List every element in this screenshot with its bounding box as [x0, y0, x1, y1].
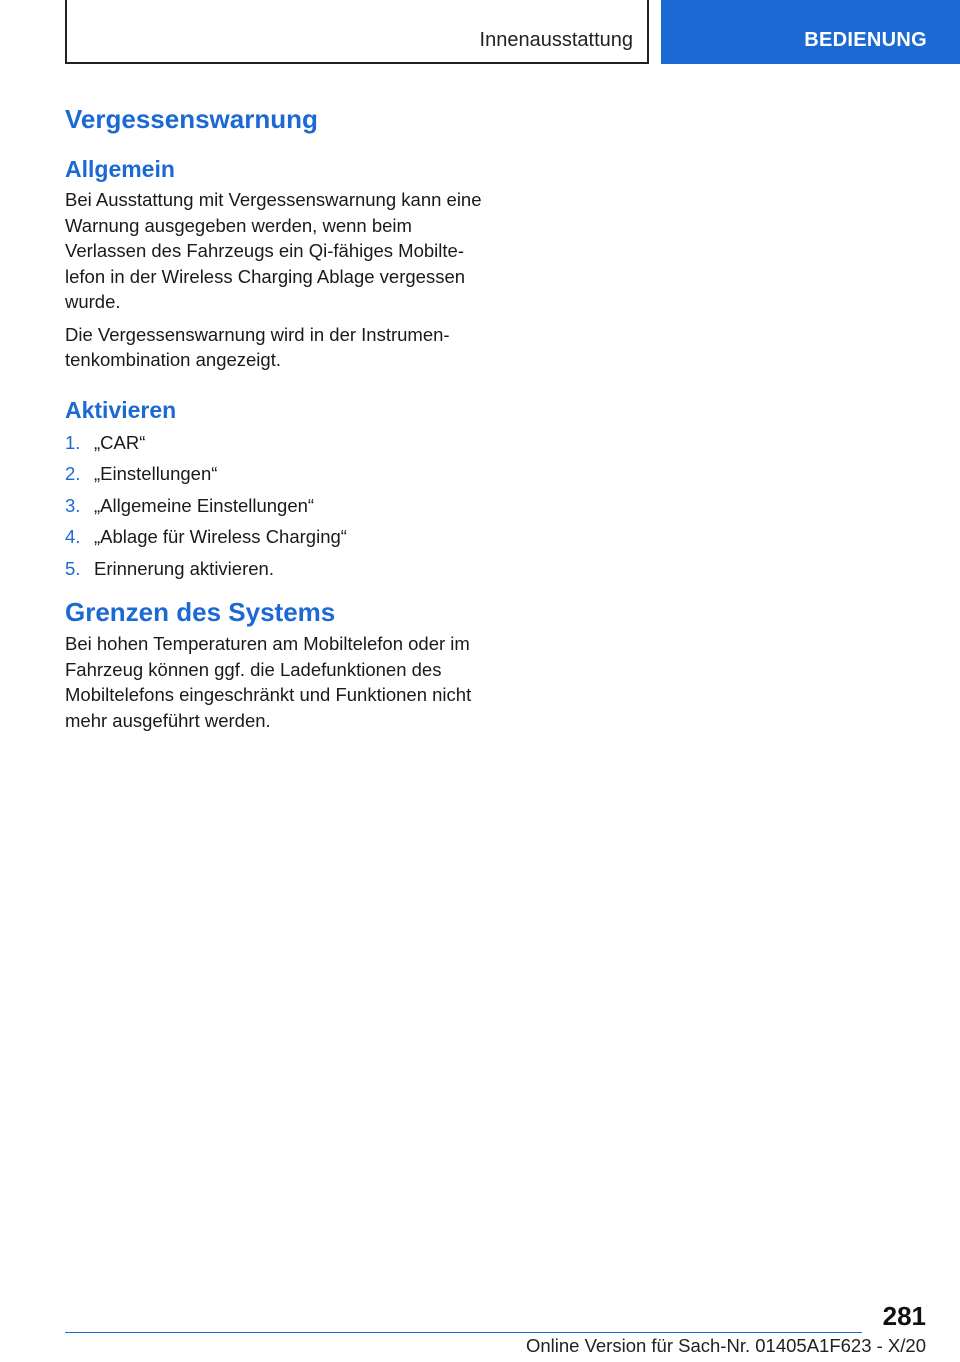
- paragraph-limits: Bei hohen Temperaturen am Mobiltelefon oder im Fahrzeug können ggf. die Ladefunktionen des Mobiltelefons eingeschränkt und Funktionen nicht mehr ausgeführt werden.: [65, 633, 472, 731]
- step-number: 5.: [65, 557, 81, 579]
- list-item: [65, 430, 485, 462]
- heading-allgemein: Allgemein: [65, 156, 175, 182]
- step-number: 1.: [65, 431, 81, 453]
- step-number: 2.: [65, 463, 81, 484]
- header-section-tab: [65, 0, 649, 64]
- main-content: [65, 100, 485, 733]
- step-number: 3.: [65, 494, 81, 516]
- list-item: [65, 461, 485, 493]
- heading-aktivieren: Aktivieren: [65, 396, 177, 423]
- header-chapter-tab: [661, 0, 960, 64]
- section-name: Innenausstattung: [479, 29, 633, 51]
- footer-divider: [65, 1332, 862, 1333]
- list-item: [65, 556, 485, 588]
- footer-note: Online Version für Sach-Nr. 01405A1F623 - X/20: [525, 1335, 926, 1356]
- steps-list: [65, 430, 485, 588]
- step-text: Erinnerung aktivieren.: [94, 557, 274, 579]
- step-text: „CAR“: [94, 431, 146, 453]
- step-number: 4.: [65, 526, 81, 547]
- paragraph-general-2: Die Vergessenswarnung wird in der Instrumentenkombination angezeigt.: [65, 323, 450, 370]
- page-number: 281: [882, 1301, 926, 1331]
- step-text: „Einstellungen“: [94, 463, 218, 484]
- step-text: „Allgemeine Einstellungen“: [94, 494, 315, 516]
- list-item: [65, 493, 485, 525]
- list-item: [65, 524, 485, 556]
- chapter-name: BEDIENUNG: [804, 29, 927, 51]
- paragraph-general-1: Bei Ausstattung mit Vergessenswarnung kann eine Warnung ausgegeben werden, wenn beim Verlassen des Fahrzeugs ein Qi-fähiges Mobiltelefon in der Wireless Charging Ablage vergessen wurde.: [65, 189, 482, 312]
- heading-grenzen: Grenzen des Systems: [65, 597, 336, 627]
- step-text: „Ablage für Wireless Charging“: [94, 526, 347, 547]
- page-title: Vergessenswarnung: [65, 104, 318, 134]
